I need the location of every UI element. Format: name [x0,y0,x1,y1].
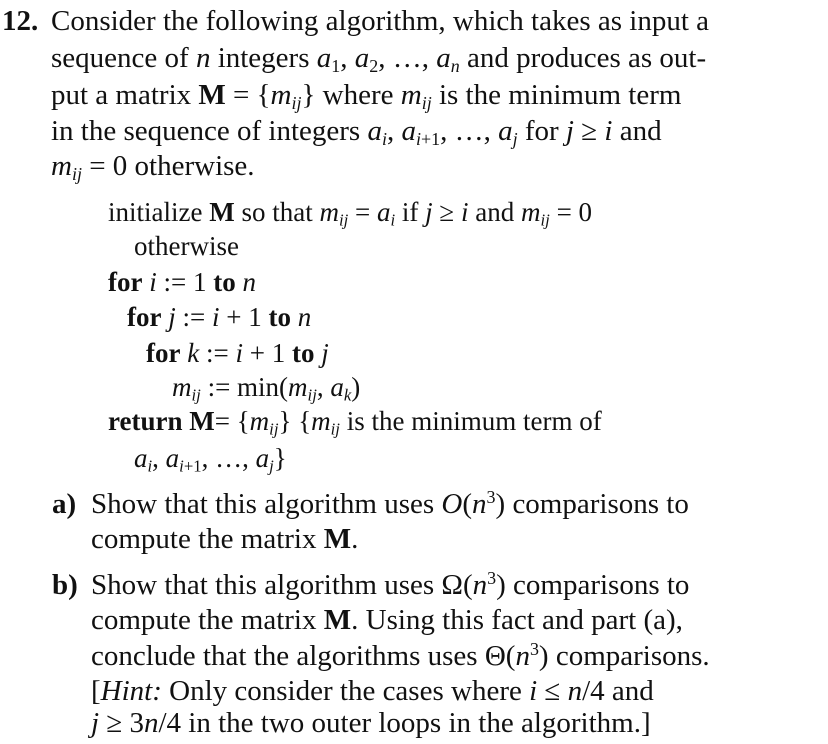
algorithm-line-4: for j := i + 1 to n [127,302,312,332]
algorithm-line-8: $a_i$, $a_{i+1}$, …, $a_j$} [134,443,287,476]
algorithm-line-5: for k := i + 1 to j [146,338,329,368]
statement-line-4: in the sequence of integers $a_i$, $a_{i+1}$, …, $a_j$ for j ≥ i and [51,115,662,150]
part-b-line-3: conclude that the algorithms uses $\Theta(n^3)$ comparisons. [91,639,710,672]
statement-line-3: put a matrix $M = \{m_{ij}\}$ where $m_{ij}$ is the minimum term [51,79,682,114]
statement-line-2: sequence of n integers $a_1$, $a_2$, …, $a_n$ and produces as out- [51,42,707,77]
algorithm-line-1: initialize M so that $m_{ij} = a_i$ if j ≥ i and $m_{ij} = 0$ [108,197,593,230]
problem-number-text: 12. [2,5,39,37]
part-b-line-2: compute the matrix M. Using this fact and part (a), [91,604,683,636]
part-b-label-text: b) [52,569,78,601]
algorithm-line-3: for i := 1 to n [108,267,256,297]
part-a-label-text: a) [52,488,77,520]
part-a-label [52,487,76,521]
statement-line-5: $m_{ij} = 0$ otherwise. [51,150,255,185]
problem-number [2,4,38,38]
part-b-line-1: Show that this algorithm uses $\Omega(n^3)$ comparisons to [91,568,690,601]
algorithm-line-6: $m_{ij}$ := $\min(m_{ij}$, $a_k$) [172,372,361,405]
part-b-line-5: j ≥ 3n/4 in the two outer loops in the algorithm.] [91,707,651,739]
statement-line-1: Consider the following algorithm, which takes as input a [51,5,710,37]
algorithm-line-7: return $M= \{m_{ij}\}$ {$m_{ij}$ is the minimum term of [108,406,602,439]
algorithm-line-2: otherwise [134,231,239,261]
part-b-label [52,568,78,602]
part-a-line-2: compute the matrix M. [91,523,359,555]
part-a-line-1: Show that this algorithm uses $O(n^3)$ comparisons to [91,487,689,520]
part-b-line-4: [Hint: Only consider the cases where i ≤ n/4 and [91,675,654,707]
